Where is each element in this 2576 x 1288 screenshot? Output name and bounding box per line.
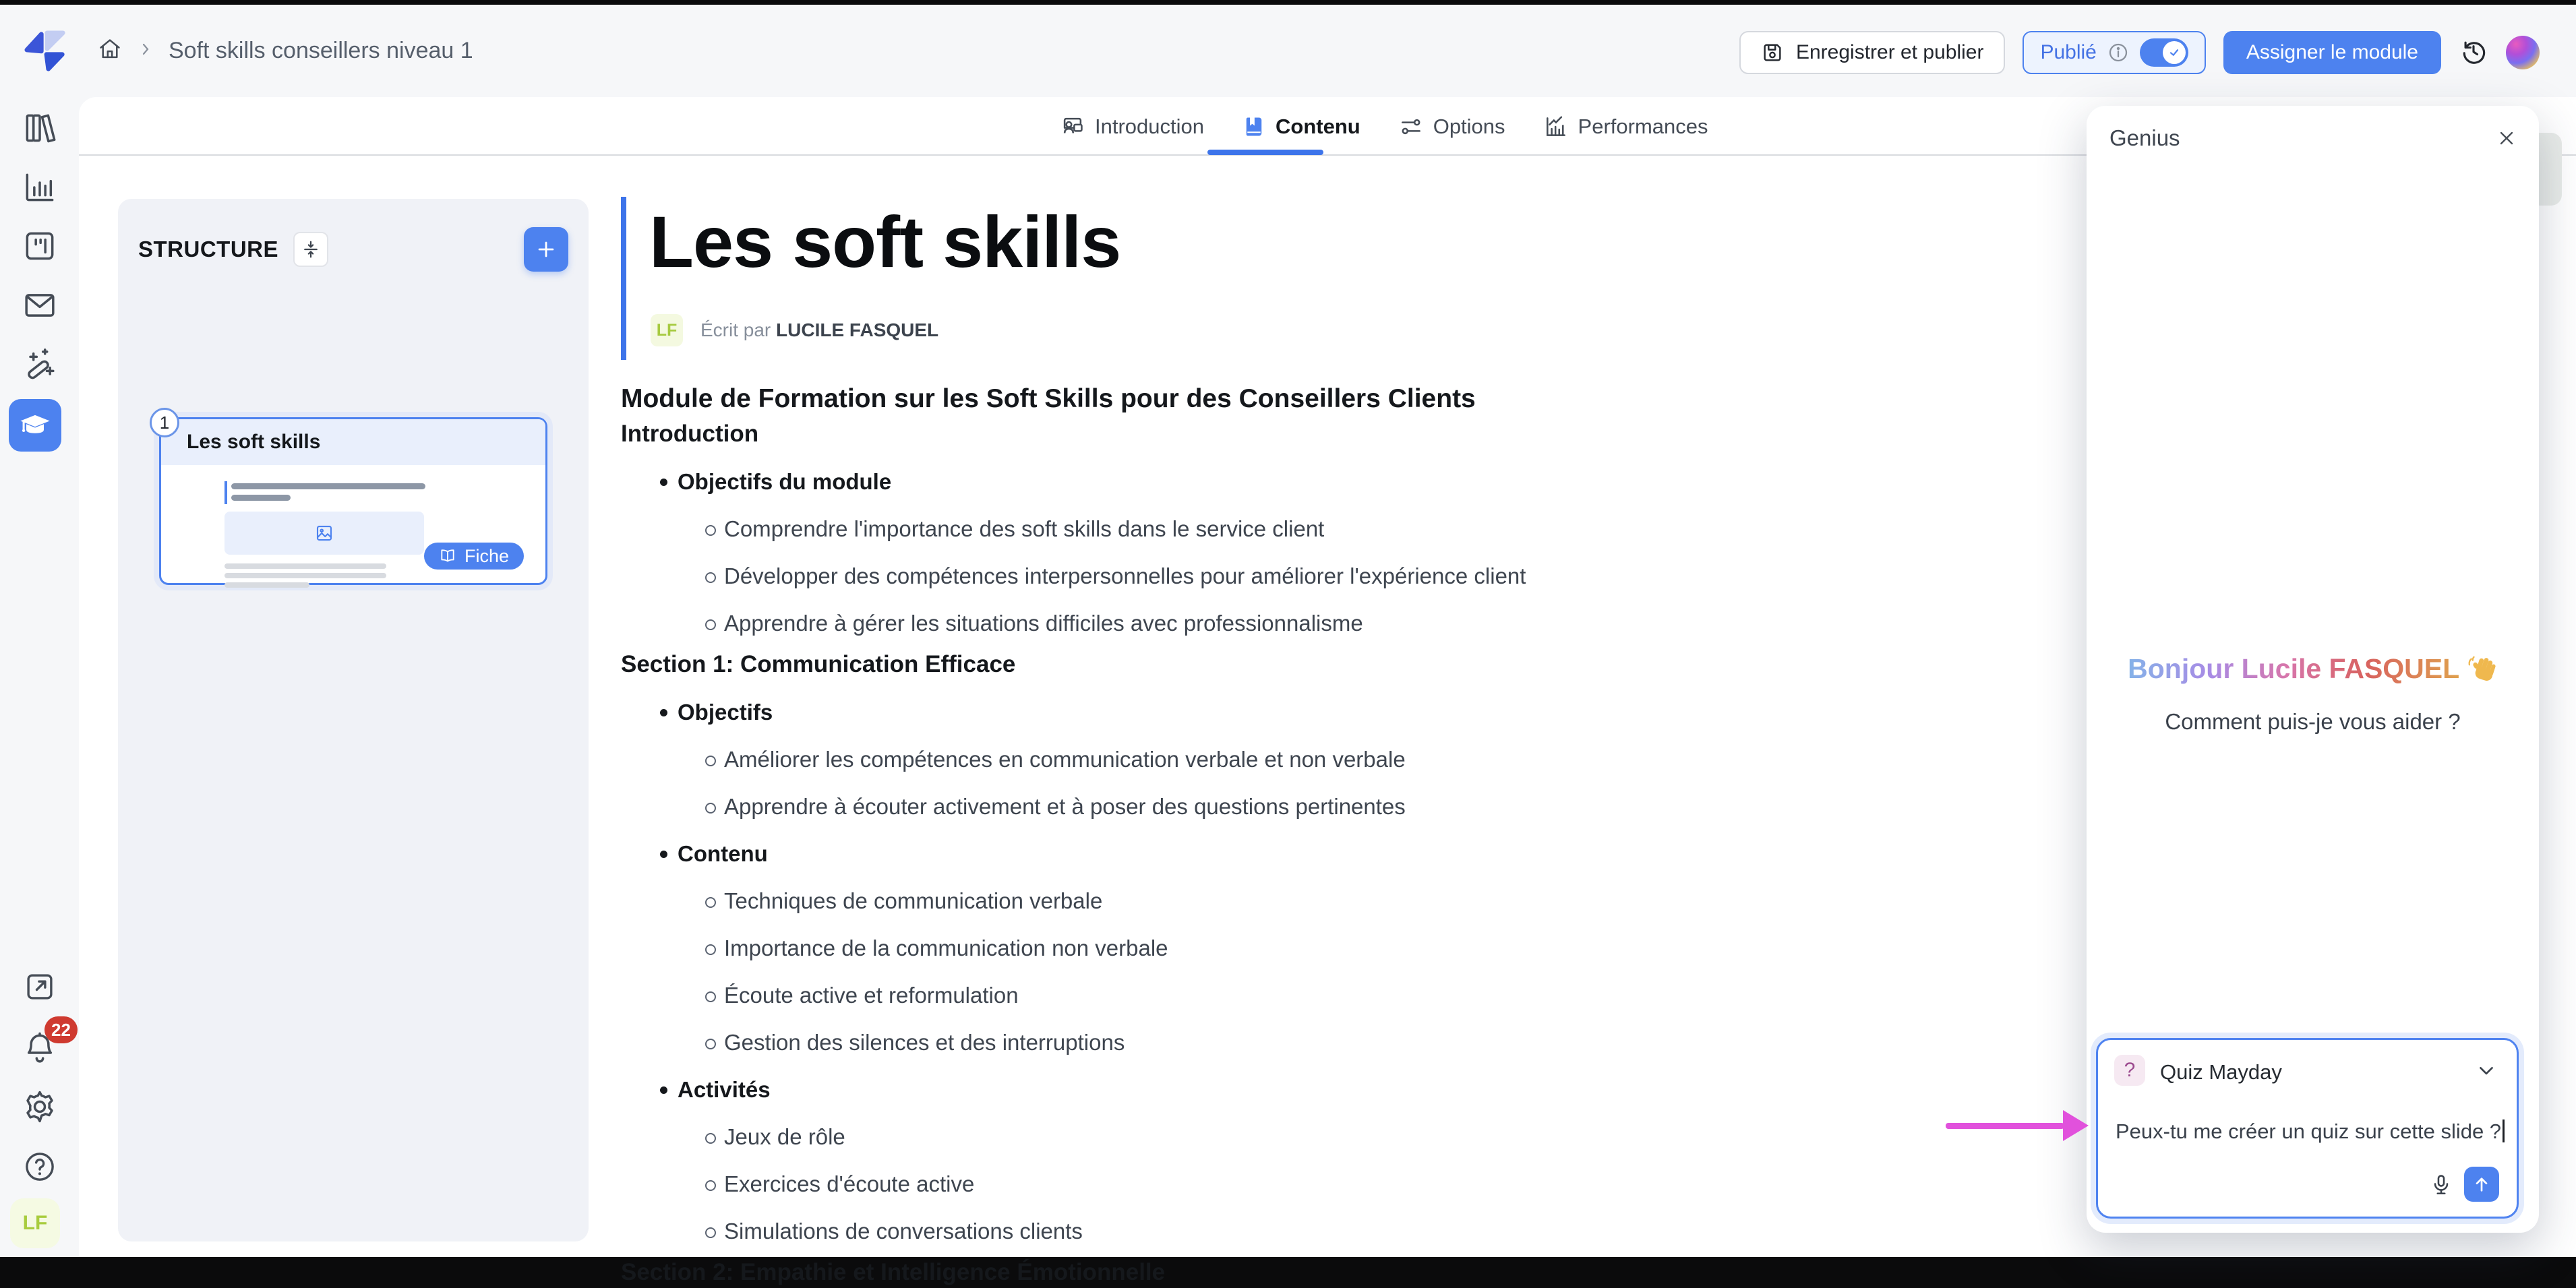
quiz-mode-icon: ? xyxy=(2114,1055,2145,1086)
slide-thumb-line xyxy=(231,495,291,501)
slide-thumb-line xyxy=(231,483,425,489)
arrow-up-icon xyxy=(2472,1175,2491,1194)
doc-bullet-item: Importance de la communication non verbale xyxy=(724,933,1996,963)
slide-thumb-image-placeholder xyxy=(224,512,424,555)
title-accent-bar xyxy=(621,197,626,360)
doc-bullet-item: Gestion des silences et des interruptions xyxy=(724,1028,1996,1057)
slide-card[interactable] xyxy=(159,412,547,585)
doc-section-heading: Section 2: Empathie et Intelligence Émotionnelle xyxy=(621,1259,1166,1285)
external-link-icon xyxy=(22,969,58,1005)
genius-panel xyxy=(2087,106,2539,1233)
doc-bullet-item: Objectifs xyxy=(678,698,1996,727)
waving-hand-icon xyxy=(2467,654,2498,685)
help-icon xyxy=(22,1148,58,1185)
tab-contenu-label: Contenu xyxy=(1276,114,1360,138)
document-outline[interactable] xyxy=(621,382,1996,1288)
doc-bullet-item: Écoute active et reformulation xyxy=(724,981,1996,1010)
slide-type-badge xyxy=(424,543,524,570)
home-icon[interactable] xyxy=(97,36,123,65)
top-bar xyxy=(0,5,2576,97)
genius-input-card[interactable] xyxy=(2096,1038,2519,1219)
breadcrumb-module-name[interactable]: Soft skills conseillers niveau 1 xyxy=(169,38,473,63)
quiz-mode-label: Quiz Mayday xyxy=(2160,1060,2282,1084)
sidebar-item-external[interactable] xyxy=(0,969,79,1005)
breadcrumb xyxy=(97,5,473,97)
collapse-vertical-icon xyxy=(301,239,321,259)
user-avatar[interactable] xyxy=(2506,36,2540,69)
add-slide-button[interactable] xyxy=(524,227,568,272)
doc-bullet-item: Simulations de conversations clients xyxy=(724,1217,1996,1246)
sidebar-item-help[interactable] xyxy=(0,1148,79,1185)
sidebar-item-academy-active[interactable] xyxy=(9,399,61,452)
chevron-down-icon[interactable] xyxy=(2475,1059,2498,1085)
sidebar-item-board[interactable] xyxy=(0,227,79,265)
chart-icon xyxy=(1543,114,1569,140)
info-icon[interactable] xyxy=(2107,42,2129,63)
person-frame-icon xyxy=(1060,114,1085,140)
history-icon[interactable] xyxy=(2459,36,2488,69)
collapse-all-button[interactable] xyxy=(293,232,328,267)
doc-bullet-item: Jeux de rôle xyxy=(724,1122,1996,1152)
image-icon xyxy=(314,523,334,543)
sidebar-user-avatar[interactable]: LF xyxy=(10,1198,60,1248)
doc-bullet-item: Techniques de communication verbale xyxy=(724,886,1996,916)
app-logo[interactable] xyxy=(24,29,66,77)
active-tab-indicator xyxy=(1207,150,1323,155)
sidebar-item-magic[interactable] xyxy=(0,346,79,384)
doc-bullet-item: Activités xyxy=(678,1075,1996,1105)
genius-greeting: Bonjour Lucile FASQUEL xyxy=(2087,653,2539,685)
sidebar-item-mail[interactable] xyxy=(0,286,79,324)
text-caret xyxy=(2503,1120,2505,1142)
graduation-cap-icon xyxy=(18,408,53,443)
doc-bullet-item: Améliorer les compétences en communication verbale et non verbale xyxy=(724,745,1996,774)
tab-introduction[interactable] xyxy=(1060,114,1204,140)
structure-panel xyxy=(118,199,589,1241)
genius-title: Genius xyxy=(2109,125,2180,150)
magic-wand-icon xyxy=(21,346,59,384)
tab-options-label: Options xyxy=(1433,114,1505,138)
sliders-icon xyxy=(1398,114,1424,140)
publish-label: Publié xyxy=(2040,41,2097,63)
sidebar-item-library[interactable] xyxy=(0,109,79,147)
doc-bullet-item: Objectifs du module xyxy=(678,467,1996,497)
save-icon xyxy=(1761,41,1784,64)
send-button[interactable] xyxy=(2464,1167,2499,1202)
slide-thumb-line xyxy=(224,563,386,569)
publish-status-chip[interactable] xyxy=(2023,31,2205,74)
nav-sidebar xyxy=(0,97,79,1257)
app-window xyxy=(0,5,2576,1285)
doc-section-heading: Section 1: Communication Efficace xyxy=(621,651,1016,677)
slide-number-badge: 1 xyxy=(150,408,179,437)
genius-message-input[interactable]: Peux-tu me créer un quiz sur cette slide ? xyxy=(2116,1120,2505,1144)
doc-bullet-item: Apprendre à écouter activement et à poser des questions pertinentes xyxy=(724,792,1996,822)
sidebar-item-settings[interactable] xyxy=(0,1088,79,1126)
assign-module-label: Assigner le module xyxy=(2246,41,2418,63)
save-publish-button[interactable] xyxy=(1739,31,2005,74)
bar-chart-icon xyxy=(21,168,59,206)
genius-subtitle: Comment puis-je vous aider ? xyxy=(2165,709,2461,734)
written-by-label: Écrit par xyxy=(700,319,771,340)
slide-thumb-line xyxy=(224,573,386,578)
microphone-icon[interactable] xyxy=(2429,1173,2453,1200)
page-title[interactable]: Les soft skills xyxy=(649,201,1121,282)
chevron-right-icon xyxy=(138,40,154,63)
author-name: LUCILE FASQUEL xyxy=(776,319,939,340)
structure-title: STRUCTURE xyxy=(138,237,278,262)
tab-introduction-label: Introduction xyxy=(1095,114,1204,138)
slide-thumb-accent xyxy=(224,481,227,504)
doc-heading: Module de Formation sur les Soft Skills pour des Conseillers Clients xyxy=(621,384,1476,413)
publish-toggle[interactable] xyxy=(2140,38,2188,67)
doc-bullet-item: Contenu xyxy=(678,839,1996,869)
board-icon xyxy=(21,227,59,265)
book-icon xyxy=(1242,115,1266,139)
doc-bullet-item: Comprendre l'importance des soft skills dans le service client xyxy=(724,514,1996,544)
plus-icon xyxy=(535,238,558,261)
doc-subheading: Introduction xyxy=(621,421,759,447)
gear-icon xyxy=(21,1088,59,1126)
check-icon xyxy=(2167,46,2181,59)
tab-contenu[interactable] xyxy=(1242,115,1360,139)
mail-icon xyxy=(21,286,59,324)
open-book-icon xyxy=(439,547,456,565)
author-row xyxy=(651,314,938,346)
slide-thumb-line xyxy=(224,582,309,588)
notification-badge: 22 xyxy=(44,1016,78,1043)
save-publish-label: Enregistrer et publier xyxy=(1795,41,1984,63)
doc-bullet-item: Apprendre à gérer les situations difficiles avec professionnalisme xyxy=(724,609,1996,638)
tab-performances[interactable] xyxy=(1543,114,1708,140)
sidebar-item-analytics[interactable] xyxy=(0,168,79,206)
library-icon xyxy=(21,109,59,147)
doc-bullet-item: Développer des compétences interpersonnelles pour améliorer l'expérience client xyxy=(724,561,1996,591)
doc-bullet-item: Exercices d'écoute active xyxy=(724,1169,1996,1199)
slide-card-title: Les soft skills xyxy=(161,419,545,465)
assign-module-button[interactable] xyxy=(2223,31,2441,74)
close-icon[interactable] xyxy=(2493,125,2520,152)
tab-options[interactable] xyxy=(1398,114,1505,140)
slide-type-label: Fiche xyxy=(464,545,509,566)
tab-performances-label: Performances xyxy=(1578,114,1708,138)
author-avatar: LF xyxy=(651,314,683,346)
